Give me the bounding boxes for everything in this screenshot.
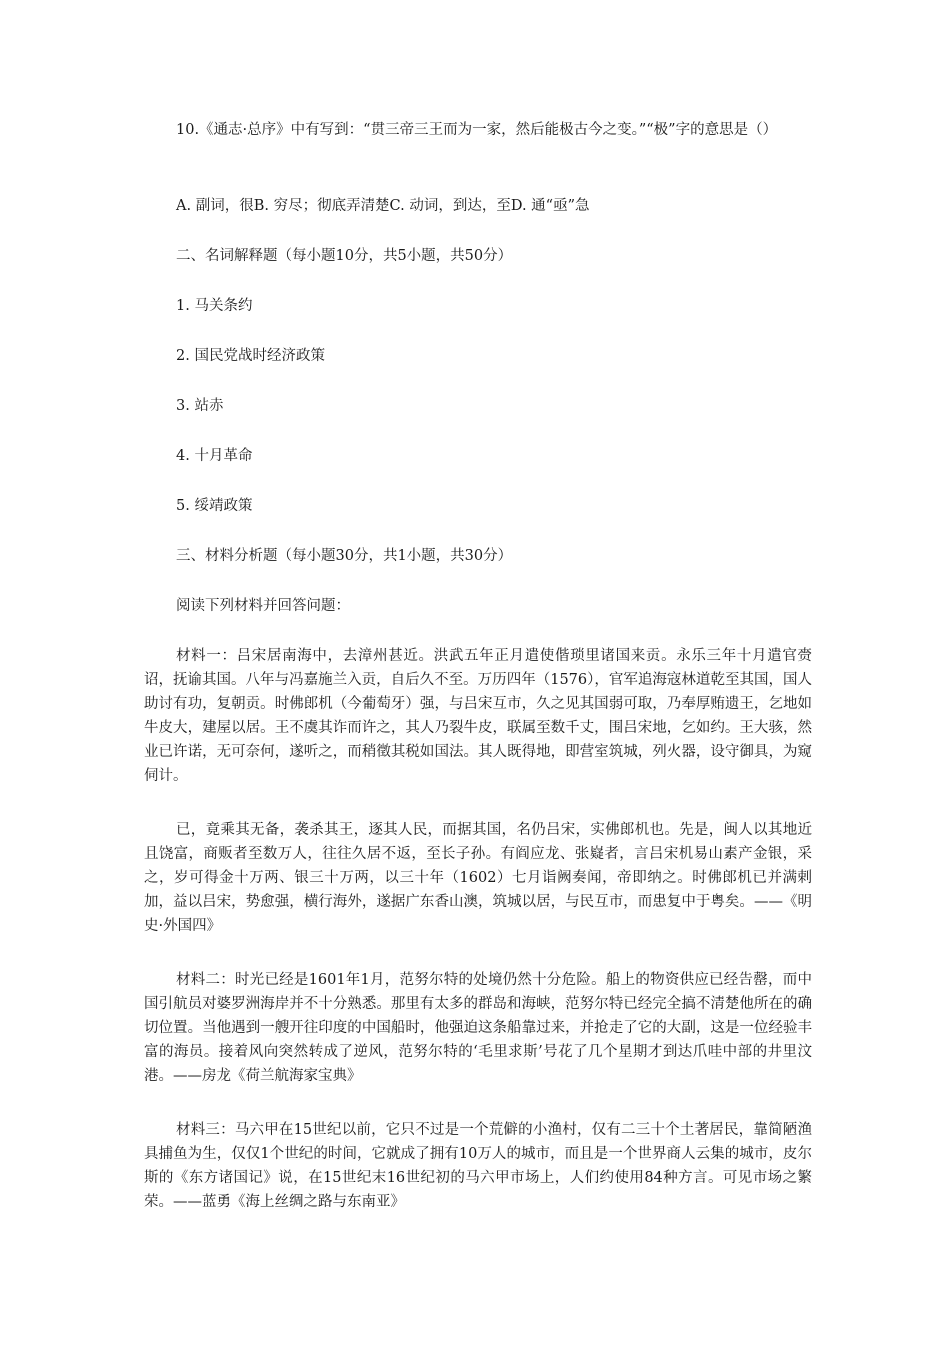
section-3-instruction: 阅读下列材料并回答问题： [176, 598, 350, 614]
section-2-heading: 二、名词解释题（每小题10分，共5小题，共50分） [176, 248, 513, 264]
material-2: 材料二：时光已经是1601年1月，范努尔特的处境仍然十分危险。船上的物资供应已经告罄，而中国引航员对婆罗洲海岸并不十分熟悉。那里有太多的群岛和海峡，范努尔特已经完全搞不清楚他所在的确切位置。当他遇到一艘开往印度的中国船时，他强迫这条船靠过来，并抢走了它的大副，这是一位经验丰富的海员。接着风向突然转成了逆风，范努尔特的‘毛里求斯’号花了几个星期才到达爪哇中部的井里汶港。——房龙《荷兰航海家宝典》 [144, 972, 812, 1084]
material-1-paragraph-1: 材料一：吕宋居南海中，去漳州甚近。洪武五年正月遣使偕琐里诸国来贡。永乐三年十月遣官赍诏，抚谕其国。八年与冯嘉施兰入贡，自后久不至。万历四年（1576），官军追海寇林道乾至其国，国人助讨有功，复朝贡。时佛郎机（今葡萄牙）强，与吕宋互市，久之见其国弱可取，乃奉厚贿遗王，乞地如牛皮大，建屋以居。王不虞其诈而许之，其人乃裂牛皮，联属至数千丈，围吕宋地，乞如约。王大骇，然业已许诺，无可奈何，遂听之，而稍徵其税如国法。其人既得地，即营室筑城，列火器，设守御具，为窥伺计。 [144, 648, 812, 784]
material-1-paragraph-2: 已，竟乘其无备，袭杀其王，逐其人民，而据其国，名仍吕宋，实佛郎机也。先是，闽人以其地近且饶富，商贩者至数万人，往往久居不返，至长子孙。有阎应龙、张嶷者，言吕宋机易山素产金银，采之，岁可得金十万两、银三十万两，以三十年（1602）七月诣阙奏闻，帝即纳之。时佛郎机已并满剌加，益以吕宋，势愈强，横行海外，遂据广东香山澳，筑城以居，与民互市，而患复中于粤矣。——《明史·外国四》 [144, 822, 812, 934]
term-item-3: 3. 站赤 [176, 398, 224, 414]
term-item-2: 2. 国民党战时经济政策 [176, 348, 325, 364]
term-item-4: 4. 十月革命 [176, 448, 253, 464]
question-10: 10.《通志·总序》中有写到：“贯三帝三王而为一家，然后能极古今之变。”“极”字的意思是（） [176, 122, 778, 138]
material-3: 材料三：马六甲在15世纪以前，它只不过是一个荒僻的小渔村，仅有二三十个土著居民，靠简陋渔具捕鱼为生，仅仅1个世纪的时间，它就成了拥有10万人的城市，而且是一个世界商人云集的城市，皮尔斯的《东方诸国记》说，在15世纪末16世纪初的马六甲市场上，人们约使用84种方言。可见市场之繁荣。——蓝勇《海上丝绸之路与东南亚》 [144, 1122, 812, 1210]
question-10-options: A. 副词，很B. 穷尽；彻底弄清楚C. 动词，到达，至D. 通“亟”急 [176, 198, 590, 214]
term-item-5: 5. 绥靖政策 [176, 498, 253, 514]
section-3-heading: 三、材料分析题（每小题30分，共1小题，共30分） [176, 548, 513, 564]
term-item-1: 1. 马关条约 [176, 298, 253, 314]
